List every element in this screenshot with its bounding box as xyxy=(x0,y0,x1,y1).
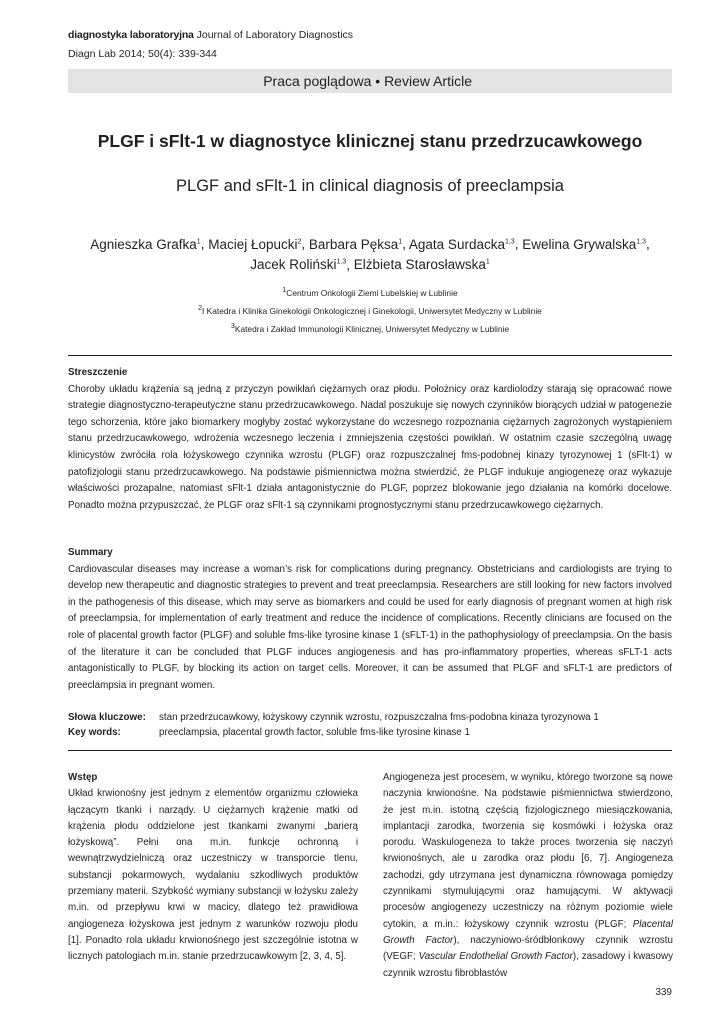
article-title-en: PLGF and sFlt-1 in clinical diagnosis of preeclampsia xyxy=(176,177,564,195)
abstract-pl-heading: Streszczenie xyxy=(68,367,128,378)
affiliation: $^2$I Katedra i Klinika Ginekologii Onkologicznej i Ginekologii, Uniwersytet Medyczny w Lublinie xyxy=(198,304,542,316)
author: Elżbieta Starosławska$^1$ xyxy=(353,257,490,272)
author-list: Agnieszka Grafka$^1$, Maciej Łopucki$^2$, Barbara Pęksa$^1$, Agata Surdacka$^{1,3}$, Ewelina Grywalska$^{1,3}$, Jacek Roliński$^{1,3}$, Elżbieta Starosławska$^1$ xyxy=(90,236,650,272)
section-bar xyxy=(68,69,672,93)
intro-column-right: Angiogeneza jest procesem, w wyniku, którego tworzone są nowe naczynia krwionośne. Na podstawie piśmiennictwa stwierdzono, że jest m.in. istotną częścią fizjologicznego miesiączkowania, implantacji zarodka, tworzenia się kosmówki i łożyska oraz porodu. Waskulogeneza to także proces tworzenia się naczyń krwionośnych, ale u zarodka oraz płodu [6, 7]. Angiogeneza zachodzi, gdy utrzymana jest dynamiczna równowaga pomiędzy czynnikami stymulującymi oraz hamującymi. W aktywacji procesów angiogenezy uczestniczy na różnym poziomie wiele cytokin, a m.in.: łożyskowy czynnik wzrostu (PLGF; Placental Growth Factor), naczyniowo-śródbłonkowy czynnik wzrostu (VEGF; Vascular Endothelial Growth Factor), zasadowy i kwasowy czynnik wzrostu fibroblastów xyxy=(383,772,673,979)
abstract-en xyxy=(68,545,672,694)
intro-heading: Wstęp xyxy=(68,772,98,783)
journal-brand: diagnostyka laboratoryjna xyxy=(68,29,194,41)
keywords-pl-label: Słowa kluczowe: xyxy=(68,712,146,723)
divider xyxy=(68,750,672,751)
abstract-en-text: Cardiovascular diseases may increase a woman’s risk for complications during pregnancy. Obstetricians and cardiologists are trying to develop new therapeutic and diagnostic strategies to prevent and treat preeclampsia. Researchers are still looking for new factors involved in the pathogenesis of this disease, which may serve as biomarkers and could be used for early diagnosis of pregnant women at high risk of preeclampsia, for implementation of early treatment and reduce the incidence of complications. Recently clinicians are focused on the role of placental growth factor (PLGF) and soluble fms-like tyrosine kinase 1 (sFLT-1) in the pathophysiology of preeclampsia. On the basis of the literature it can be concluded that PLGF induces angiogenesis and has pro-inflammatory properties, whereas sFLT-1 acts antagonistically to PLGF, by blocking its action on target cells. Moreover, it can be assumed that PLGF and sFLT-1 are predictors of preeclampsia in pregnant women. xyxy=(68,563,672,691)
journal-name: Journal of Laboratory Diagnostics xyxy=(196,29,354,41)
author: Agnieszka Grafka$^1$ xyxy=(90,236,201,252)
abstract-en-heading: Summary xyxy=(68,547,113,558)
author: Ewelina Grywalska$^{1,3}$ xyxy=(522,236,646,252)
author: Maciej Łopucki$^2$ xyxy=(208,236,302,252)
journal-header xyxy=(68,29,353,41)
keywords-en-label: Key words: xyxy=(68,727,121,738)
article-title-pl: PLGF i sFlt-1 w diagnostyce klinicznej stanu przedrzucawkowego xyxy=(97,131,643,151)
journal-citation: Diagn Lab 2014; 50(4): 339-344 xyxy=(68,48,217,60)
keywords-pl-value: stan przedrzucawkowy, łożyskowy czynnik wzrostu, rozpuszczalna fms-podobna kinaza tyrozynowa 1 xyxy=(159,712,599,723)
author: Agata Surdacka$^{1,3}$ xyxy=(408,236,515,252)
section-label: Praca poglądowa • Review Article xyxy=(263,73,472,89)
intro-column-left xyxy=(68,770,358,966)
affiliation: $^1$Centrum Onkologii Ziemi Lubelskiej w Lublinie xyxy=(282,287,458,298)
page-number: 339 xyxy=(655,987,672,998)
abstract-pl xyxy=(68,365,672,514)
abstract-pl-text: Choroby układu krążenia są jedną z przyczyn powikłań ciężarnych oraz płodu. Położnicy oraz kardiolodzy starają się opracować nowe strategie diagnostyczno-terapeutyczne stanu przedrzucawkowego. Nadal poszukuje się nowych czynników biorących udział w patogenezie tego schorzenia, które jako biomarkery mogłyby zostać wykorzystane do wczesnego rozpoznania ciężarnych zagrożonych wystąpieniem stanu przedrzucawkowego, wdrożenia wczesnego leczenia i zmniejszenia częstości powikłań. W ostatnim czasie szczególną uwagę klinicystów zwróciła rola łożyskowego czynnika wzrostu (PLGF) oraz rozpuszczalnej fms-podobnej kinazy tyrozynowej 1 (sFlt-1) w patofizjologii stanu przedrzucawkowego. Na podstawie piśmiennictwa można stwierdzić, że PLGF indukuje angiogenezę oraz wykazuje właściwości prozapalne, natomiast sFlt-1 działa antagonistycznie do PLGF, poprzez blokowanie jego działania na komórki docelowe. Ponadto można przypuszczać, że PLGF oraz sFlt-1 są czynnikami prognostycznymi stanu przedrzucawkowego ciężarnych. xyxy=(68,383,672,511)
intro-paragraph: Układ krwionośny jest jednym z elementów organizmu człowieka łączącym tkanki i narządy. U ciężarnych krążenie matki od krążenia płodu oddzielone jest tkankami zwanymi „barierą łożyskową”. Pełni ona m.in. funkcje ochronną i wewnątrzwydzielniczą oraz uczestniczy w transporcie tlenu, substancji pokarmowych, wydalaniu szkodliwych produktów przemiany materii. Szybkość wymiany substancji w łożysku zależy m.in. od przepływu krwi w macicy, dlatego też prawidłowa angiogeneza łożyskowa jest jednym z warunków rozwoju płodu [1]. Ponadto rola układu krwionośnego jest szczególnie istotna w licznych patologiach m.in. stanie przedrzucawkowym [2, 3, 4, 5]. xyxy=(68,788,358,963)
affiliation: $^3$Katedra i Zakład Immunologii Klinicznej, Uniwersytet Medyczny w Lublinie xyxy=(230,322,510,334)
affiliations xyxy=(68,283,672,336)
divider xyxy=(68,355,672,356)
author: Jacek Roliński$^{1,3}$ xyxy=(250,257,347,272)
author: Barbara Pęksa$^1$ xyxy=(308,236,403,252)
keywords-en-value: preeclampsia, placental growth factor, soluble fms-like tyrosine kinase 1 xyxy=(159,727,470,738)
